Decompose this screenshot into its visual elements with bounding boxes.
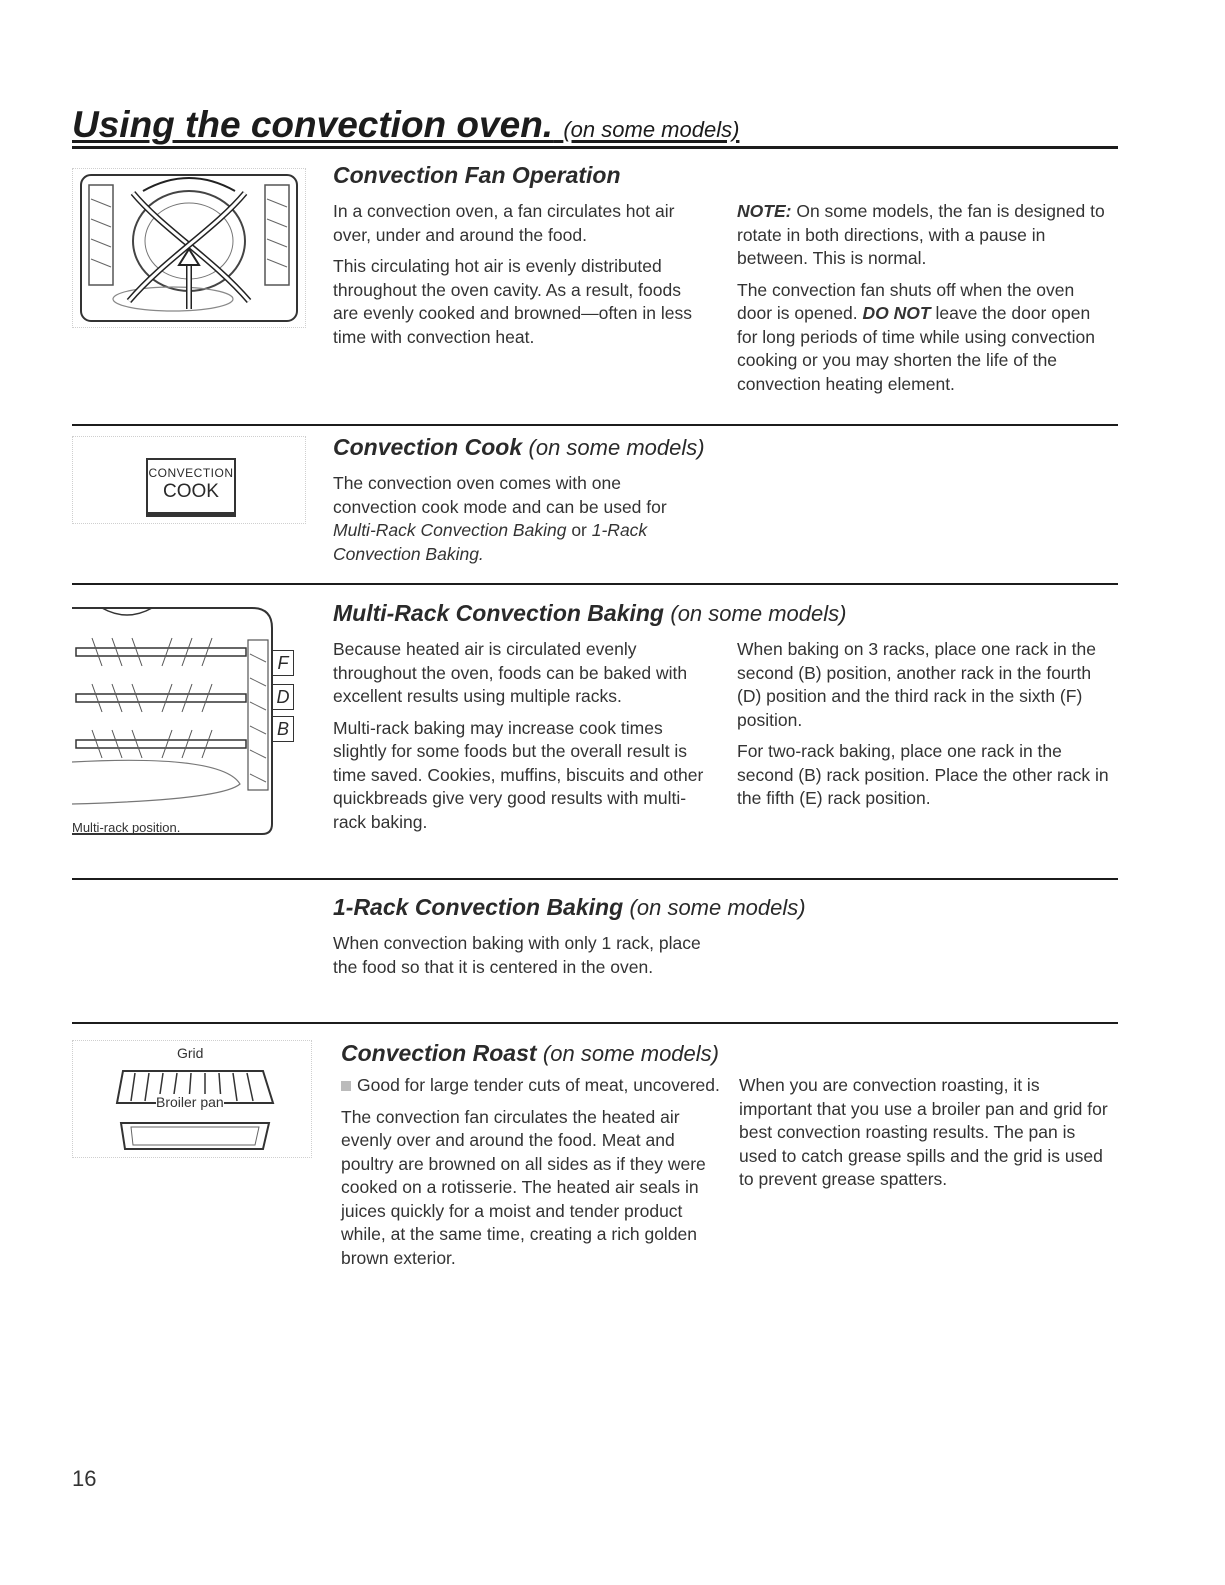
- cook-button-line1: CONVECTION: [148, 466, 234, 480]
- page-title-sub: (on some models): [563, 117, 740, 142]
- multirack-paragraph: Multi-rack baking may increase cook times slightly for some foods but the overall result is time saved. Cookies, muffins, biscuits and other quickbreads give very good results with multi-rack baking.: [333, 717, 704, 832]
- fan-oven-illustration: [72, 168, 306, 328]
- fan-section-left-text: [333, 200, 708, 357]
- section-divider: [72, 424, 1118, 426]
- multirack-heading-main: Multi-Rack Convection Baking: [333, 600, 664, 626]
- rack-position-label: F: [272, 650, 294, 676]
- roast-section-heading: [341, 1040, 719, 1067]
- note-text: On some models, the fan is designed to rotate in both directions, with a pause in between. This is normal.: [737, 201, 1105, 268]
- cook-section-heading: [333, 434, 705, 461]
- convection-cook-button-graphic: [146, 458, 236, 517]
- title-divider: [72, 146, 1118, 149]
- fan-section-right-text: [737, 200, 1112, 404]
- onerack-heading-sub: (on some models): [629, 895, 806, 920]
- multirack-right-text: [737, 638, 1112, 819]
- section-divider: [72, 583, 1118, 585]
- shutoff-text-after: leave the door open for long periods of time while using convection cooking or you may shorten the life of the convection heating element.: [737, 303, 1095, 394]
- multirack-left-text: [333, 638, 708, 842]
- multirack-paragraph: For two-rack baking, place one rack in the second (B) rack position. Place the other rack in the fifth (E) rack position.: [737, 741, 1109, 808]
- cook-heading-sub: (on some models): [528, 435, 705, 460]
- multirack-section-heading: [333, 600, 846, 627]
- fan-note-paragraph: [737, 200, 1112, 271]
- shutoff-text-before: The convection fan shuts off when the oven door is opened.: [737, 279, 1075, 323]
- page-title: [72, 104, 739, 146]
- do-not-warning: DO NOT: [862, 303, 931, 323]
- cook-text-before: The convection oven comes with one convection cook mode and can be used for: [333, 473, 667, 517]
- rack-position-label: B: [272, 716, 294, 742]
- page-title-main: Using the convection oven.: [72, 104, 554, 145]
- cook-text-multirack: Multi-Rack Convection Baking: [333, 520, 567, 540]
- multirack-paragraph: Because heated air is circulated evenly throughout the oven, foods can be baked with excellent results using multiple racks.: [333, 639, 688, 706]
- onerack-section-heading: [333, 894, 806, 921]
- multirack-heading-sub: (on some models): [670, 601, 847, 626]
- cook-button-line2: COOK: [163, 481, 219, 502]
- multirack-paragraph: When baking on 3 racks, place one rack in the second (B) position, another rack in the fourth (D) position and the third rack in the sixth (F) position.: [737, 639, 1096, 730]
- onerack-section-text: When convection baking with only 1 rack, place the food so that it is centered in the oven.: [333, 933, 701, 977]
- cook-section-text: [333, 472, 673, 566]
- cook-text-onerack: 1-Rack Convection Baking.: [333, 520, 648, 564]
- cook-heading-main: Convection Cook: [333, 434, 523, 460]
- multirack-caption: Multi-rack position.: [72, 820, 181, 835]
- section-divider: [72, 878, 1118, 880]
- fan-shutoff-paragraph: [737, 279, 1112, 397]
- roast-bullet-item: [341, 1074, 726, 1098]
- bullet-square-icon: [341, 1081, 351, 1091]
- onerack-heading-main: 1-Rack Convection Baking: [333, 894, 624, 920]
- roast-paragraph: The convection fan circulates the heated air evenly over and around the food. Meat and poultry are browned on all sides as if they were cooked on a rotisserie. The heated air seals in juices quickly for a moist and tender product while, at the same time, creating a rich golden brown exterior.: [341, 1106, 706, 1268]
- note-label: NOTE:: [737, 201, 792, 221]
- roast-right-text: When you are convection roasting, it is important that you use a broiler pan and grid for best convection roasting results. The pan is used to catch grease spills and the grid is used to prevent grease spatters.: [739, 1075, 1108, 1189]
- roast-bullet-text: Good for large tender cuts of meat, uncovered.: [357, 1075, 720, 1095]
- fan-paragraph: This circulating hot air is evenly distributed throughout the oven cavity. As a result, foods are evenly cooked and browned—often in less time with convection heat.: [333, 256, 692, 347]
- section-divider: [72, 1022, 1118, 1024]
- rack-position-label: D: [272, 684, 294, 710]
- cook-text-or: or: [571, 520, 587, 540]
- roast-heading-sub: (on some models): [542, 1041, 719, 1066]
- fan-paragraph: In a convection oven, a fan circulates hot air over, under and around the food.: [333, 201, 675, 245]
- fan-section-heading: Convection Fan Operation: [333, 162, 621, 188]
- broiler-pan-label: Broiler pan: [156, 1094, 224, 1110]
- roast-heading-main: Convection Roast: [341, 1040, 537, 1066]
- fan-oven-drawing: [73, 169, 305, 327]
- page-number: 16: [72, 1466, 97, 1491]
- grid-label: Grid: [177, 1045, 204, 1061]
- roast-left-text: [341, 1074, 726, 1278]
